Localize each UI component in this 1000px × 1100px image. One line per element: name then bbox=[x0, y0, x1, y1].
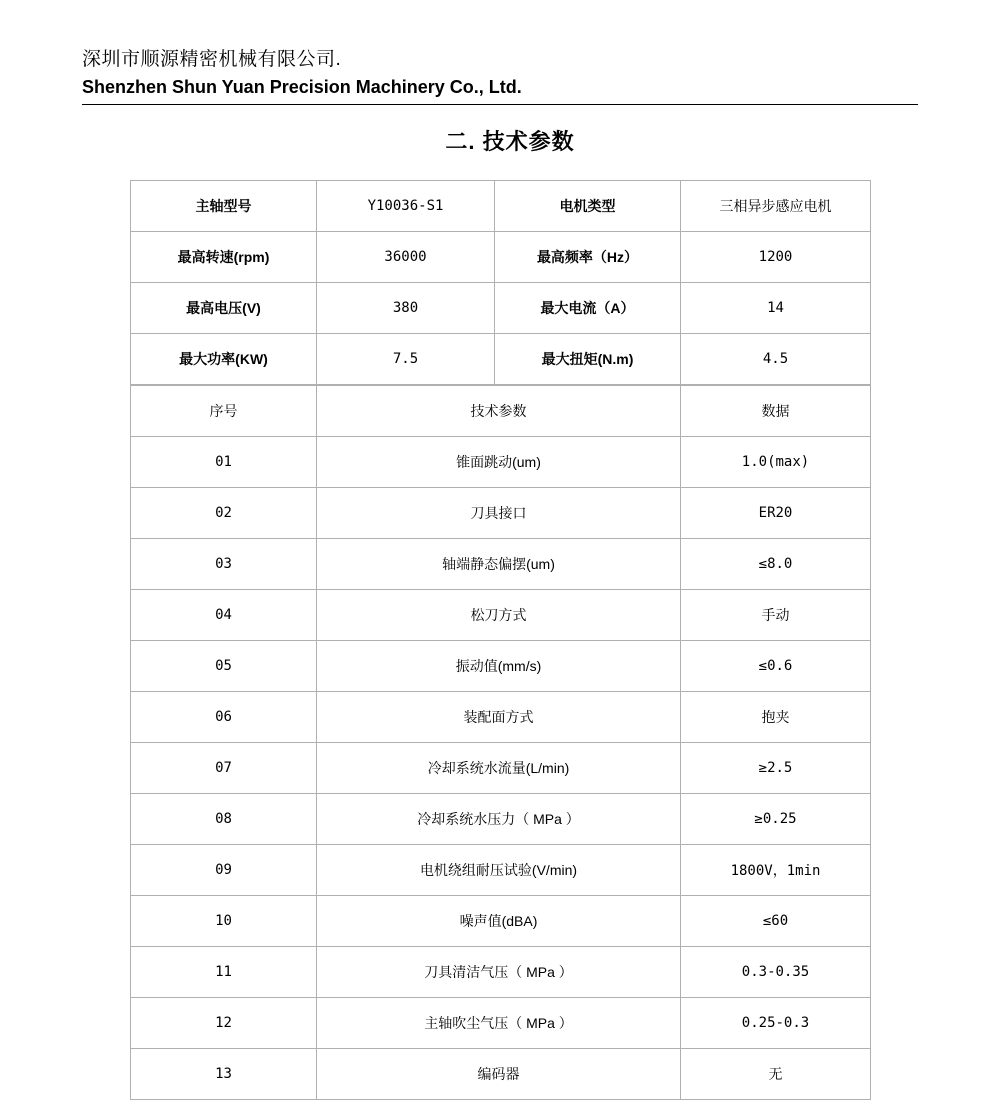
table-row bbox=[131, 181, 871, 232]
spec-detail-table bbox=[130, 385, 871, 1100]
row-data: ≥2.5 bbox=[681, 743, 871, 794]
table-row bbox=[131, 232, 871, 283]
table-row bbox=[131, 1049, 871, 1100]
spec-label: 最高转速(rpm) bbox=[131, 232, 317, 283]
row-index: 01 bbox=[131, 437, 317, 488]
document-header bbox=[0, 0, 1000, 100]
table-row bbox=[131, 947, 871, 998]
row-data: ≤8.0 bbox=[681, 539, 871, 590]
company-name-en: Shenzhen Shun Yuan Precision Machinery Co., Ltd. bbox=[82, 77, 522, 97]
row-parameter: 噪声值(dBA) bbox=[317, 896, 681, 947]
table-row bbox=[131, 334, 871, 385]
row-index: 08 bbox=[131, 794, 317, 845]
row-index: 02 bbox=[131, 488, 317, 539]
row-index: 10 bbox=[131, 896, 317, 947]
row-parameter: 装配面方式 bbox=[317, 692, 681, 743]
spec-label: 最大扭矩(N.m) bbox=[495, 334, 681, 385]
spec-value: 7.5 bbox=[317, 334, 495, 385]
row-parameter: 冷却系统水压力（ MPa ） bbox=[317, 794, 681, 845]
row-data: 0.25-0.3 bbox=[681, 998, 871, 1049]
row-index: 07 bbox=[131, 743, 317, 794]
table-row bbox=[131, 641, 871, 692]
company-name-cn: 深圳市顺源精密机械有限公司. bbox=[82, 49, 342, 70]
row-parameter: 冷却系统水流量(L/min) bbox=[317, 743, 681, 794]
row-parameter: 刀具接口 bbox=[317, 488, 681, 539]
table-row bbox=[131, 743, 871, 794]
row-data: ER20 bbox=[681, 488, 871, 539]
row-data: 1.0(max) bbox=[681, 437, 871, 488]
row-index: 05 bbox=[131, 641, 317, 692]
row-parameter: 刀具清洁气压（ MPa ） bbox=[317, 947, 681, 998]
row-data: 抱夹 bbox=[681, 692, 871, 743]
spec-label: 最大电流（A） bbox=[495, 283, 681, 334]
row-data: ≤0.6 bbox=[681, 641, 871, 692]
row-data: 手动 bbox=[681, 590, 871, 641]
table-header-row bbox=[131, 386, 871, 437]
spec-value: 4.5 bbox=[681, 334, 871, 385]
row-data: 无 bbox=[681, 1049, 871, 1100]
column-header-no: 序号 bbox=[131, 386, 317, 437]
row-index: 06 bbox=[131, 692, 317, 743]
row-index: 09 bbox=[131, 845, 317, 896]
spec-value: 三相异步感应电机 bbox=[681, 181, 871, 232]
row-parameter: 锥面跳动(um) bbox=[317, 437, 681, 488]
spec-label: 最高电压(V) bbox=[131, 283, 317, 334]
row-index: 03 bbox=[131, 539, 317, 590]
row-index: 13 bbox=[131, 1049, 317, 1100]
spec-summary-table bbox=[130, 180, 871, 385]
row-parameter: 松刀方式 bbox=[317, 590, 681, 641]
spec-label: 主轴型号 bbox=[131, 181, 317, 232]
table-row bbox=[131, 539, 871, 590]
table-row bbox=[131, 896, 871, 947]
row-parameter: 编码器 bbox=[317, 1049, 681, 1100]
row-data: ≥0.25 bbox=[681, 794, 871, 845]
spec-value: Y10036-S1 bbox=[317, 181, 495, 232]
page-title: 二. 技术参数 bbox=[445, 129, 575, 154]
column-header-data: 数据 bbox=[681, 386, 871, 437]
row-parameter: 电机绕组耐压试验(V/min) bbox=[317, 845, 681, 896]
spec-value: 36000 bbox=[317, 232, 495, 283]
row-index: 12 bbox=[131, 998, 317, 1049]
row-data: 1800V，1min bbox=[681, 845, 871, 896]
table-row bbox=[131, 845, 871, 896]
table-row bbox=[131, 998, 871, 1049]
table-row bbox=[131, 794, 871, 845]
table-row bbox=[131, 590, 871, 641]
table-row bbox=[131, 488, 871, 539]
row-parameter: 轴端静态偏摆(um) bbox=[317, 539, 681, 590]
row-data: ≤60 bbox=[681, 896, 871, 947]
spec-value: 14 bbox=[681, 283, 871, 334]
table-row bbox=[131, 437, 871, 488]
row-data: 0.3-0.35 bbox=[681, 947, 871, 998]
column-header-param: 技术参数 bbox=[317, 386, 681, 437]
row-index: 04 bbox=[131, 590, 317, 641]
spec-label: 最高频率（Hz） bbox=[495, 232, 681, 283]
row-parameter: 振动值(mm/s) bbox=[317, 641, 681, 692]
row-parameter: 主轴吹尘气压（ MPa ） bbox=[317, 998, 681, 1049]
row-index: 11 bbox=[131, 947, 317, 998]
table-row bbox=[131, 692, 871, 743]
spec-value: 380 bbox=[317, 283, 495, 334]
table-row bbox=[131, 283, 871, 334]
spec-value: 1200 bbox=[681, 232, 871, 283]
spec-label: 电机类型 bbox=[495, 181, 681, 232]
header-divider bbox=[82, 104, 918, 105]
spec-tables bbox=[130, 180, 870, 1100]
spec-label: 最大功率(KW) bbox=[131, 334, 317, 385]
